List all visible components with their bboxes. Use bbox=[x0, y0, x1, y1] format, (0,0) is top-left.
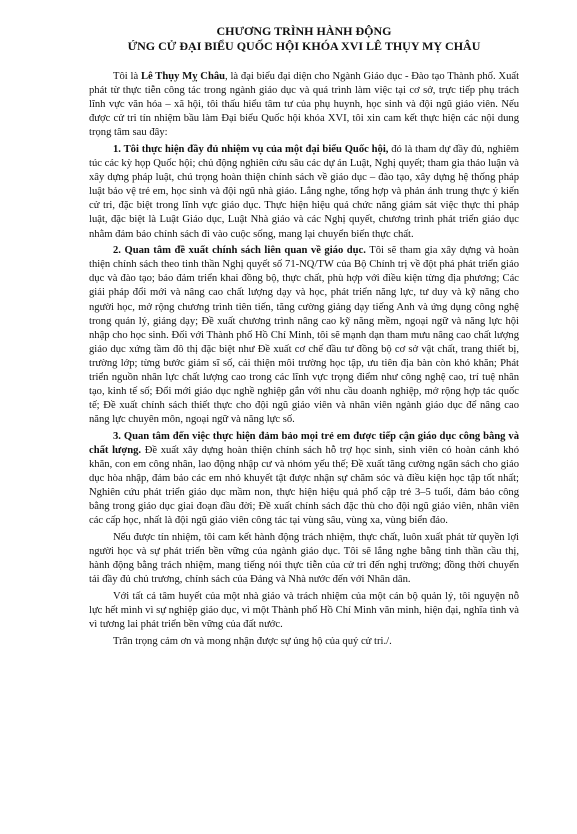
section-2-body: Tôi sẽ tham gia xây dựng và hoàn thiện chính sách theo tinh thần Nghị quyết số 71-NQ/TW của Bộ Chính trị về đột phá phát triển giáo dục và đào tạo; bảo đảm triển khai đồng bộ, thực chất, phù hợp với điều kiện từng địa phương; Các giải pháp đổi mới và nâng cao chất lượng dạy và học, phát triển năng lực, tư duy và kỹ năng cho người học, mở rộng chương trình tiên tiến, tăng cường giảng dạy tiếng Anh và ứng dụng công nghệ trong quản lý, giảng dạy; Đề xuất chương trình nâng cao kỹ năng mềm, ngoại ngữ và năng lực hội nhập cho học sinh. Đối với Thành phố Hồ Chí Minh, tôi sẽ mạnh dạn tham mưu nâng cao chất lượng giáo dục xứng tầm đô thị đặc biệt như Đề xuất cơ chế đầu tư đồng bộ cơ sở vật chất, trang thiết bị, trường lớp; từng bước giảm sĩ số, cải thiện môi trường học tập, ưu tiên địa bàn còn khó khăn; Phát triển nguồn nhân lực chất lượng cao trong các lĩnh vực trọng điểm như công nghệ cao, trí tuệ nhân tạo, kinh tế số; Đổi mới giáo dục nghề nghiệp gắn với nhu cầu doanh nghiệp, mở rộng hợp tác quốc tế; Đề xuất chính sách thiết thực cho đội ngũ giáo viên và nhân viên ngành giáo dục để nâng cao năng lực chuyên môn, ngoại ngữ và năng lực số. bbox=[89, 245, 519, 426]
document-title: CHƯƠNG TRÌNH HÀNH ĐỘNG bbox=[216, 24, 392, 38]
candidate-name: Lê Thụy Mỵ Châu bbox=[140, 71, 226, 82]
section-2-heading: 2. Quan tâm đề xuất chính sách liên quan về giáo dục. bbox=[113, 245, 366, 257]
section-3-heading: 3. Quan tâm đến việc thực hiện đảm bảo mọi trẻ em được tiếp cận giáo dục công bằng và chất lượng. bbox=[89, 430, 519, 456]
intro-text-rest: , là đại biểu đại diện cho Ngành Giáo dục - Đào tạo Thành phố. Xuất phát từ thực tiễn công tác trong ngành giáo dục và quá trình làm việc tại cơ sở, trực tiếp phụ trách lĩnh vực văn hóa – xã hội, tôi thấu hiểu tâm tư của phụ huynh, học sinh và đội ngũ giáo viên. Nếu được cử tri tín nhiệm bầu làm Đại biểu Quốc hội khóa XVI, tôi xin cam kết thực hiện các nội dung trọng tâm sau đây: bbox=[89, 71, 520, 139]
section-3-paragraph bbox=[89, 430, 519, 529]
intro-text-start: Tôi là bbox=[113, 71, 141, 82]
closing-paragraph-dedication: Với tất cả tâm huyết của một nhà giáo và trách nhiệm của một cán bộ quản lý, tôi nguyện nỗ lực hết mình vì sự nghiệp giáo dục, vì một Thành phố Hồ Chí Minh văn minh, hiện đại, nghĩa tình và vì tương lai phát triển bền vững của đất nước. bbox=[89, 590, 519, 631]
document-subtitle: ỨNG CỬ ĐẠI BIỂU QUỐC HỘI KHÓA XVI LÊ THỤY MỴ CHÂU bbox=[127, 39, 481, 53]
closing-thanks: Trân trọng cảm ơn và mong nhận được sự ủng hộ của quý cử tri./. bbox=[113, 635, 392, 647]
intro-paragraph bbox=[89, 70, 519, 140]
section-2-paragraph bbox=[89, 244, 519, 427]
closing-paragraph-commitment: Nếu được tín nhiệm, tôi cam kết hành động trách nhiệm, thực chất, luôn xuất phát từ quyền lợi người học và sự phát triển bền vững của ngành giáo dục. Tôi sẽ lắng nghe bằng tinh thần cầu thị, hành động bằng trách nhiệm, mang tiếng nói thực tiễn của cử tri đến nghị trường; đồng thời chuyển tải đầy đủ chủ trương, chính sách của Đảng và Nhà nước đến với Nhân dân. bbox=[89, 532, 519, 586]
section-3-body: Đề xuất xây dựng hoàn thiện chính sách hỗ trợ học sinh, sinh viên có hoàn cảnh khó khăn, con em công nhân, lao động nhập cư và nhóm yếu thế; Đề xuất tăng cường ngân sách cho giáo dục hòa nhập, đảm bảo các em nhỏ khuyết tật được nhận sự chăm sóc và điều kiện học tập tốt nhất; Nghiên cứu phát triển giáo dục mầm non, thực hiện hiệu quả phổ cập trẻ 3–5 tuổi, đảm bảo công bằng trong giáo dục giai đoạn đầu đời; Đề xuất chính sách đặc thù cho đội ngũ giáo viên, nhân viên các cấp học, nhất là đội ngũ giáo viên công tác tại vùng sâu, vùng xa, vùng biển đảo. bbox=[89, 444, 519, 527]
section-1-heading: 1. Tôi thực hiện đầy đủ nhiệm vụ của một đại biểu Quốc hội, bbox=[113, 143, 389, 155]
section-1-paragraph bbox=[89, 143, 519, 242]
section-1-body: đó là tham dự đầy đủ, nghiêm túc các kỳ họp Quốc hội; chủ động nghiên cứu sâu các dự án Luật, Nghị quyết; tham gia thảo luận và xây dựng pháp luật, chú trọng hoàn thiện chính sách về giáo dục – đào tạo, xây dựng hệ thống pháp luật bảo vệ trẻ em, học sinh và đội ngũ nhà giáo. Lắng nghe, tổng hợp và phản ánh trung thực ý kiến cử tri, đặc biệt trong lĩnh vực giáo dục. Thực hiện hiệu quả chức năng giám sát việc thực thi pháp luật, đặc biệt là Luật Giáo dục, Luật Nhà giáo và các Nghị quyết, chương trình phát triển giáo dục nhằm đảm bảo chính sách đi vào cuộc sống, mang lại chuyển biến thực chất. bbox=[89, 143, 519, 240]
